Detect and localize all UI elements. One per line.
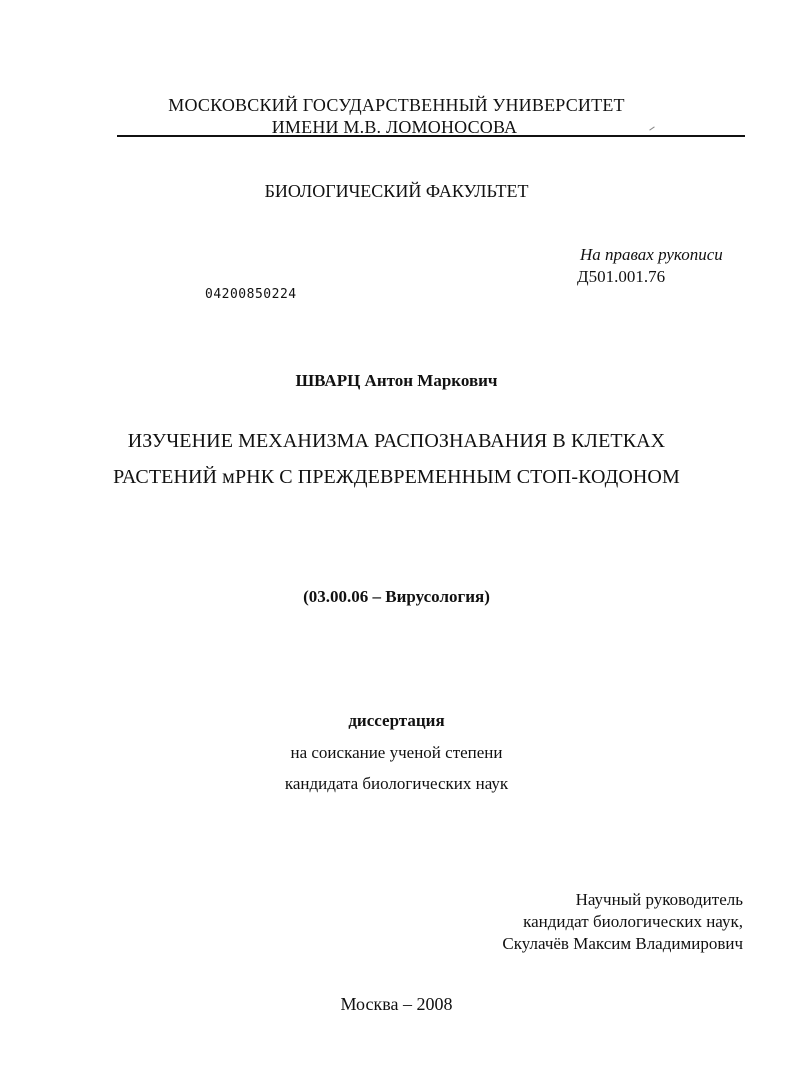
faculty-name: БИОЛОГИЧЕСКИЙ ФАКУЛЬТЕТ [264,181,529,201]
title-line2: РАСТЕНИЙ мРНК С ПРЕЖДЕВРЕМЕННЫМ СТОП-КОДОНОМ [113,466,680,488]
degree-line2: кандидата биологических наук [284,774,509,793]
library-number: 04200850224 [205,287,297,302]
supervisor-block [502,889,743,955]
degree-line1: на соискание ученой степени [290,743,503,762]
university-name-line1: МОСКОВСКИЙ ГОСУДАРСТВЕННЫЙ УНИВЕРСИТЕТ [168,95,625,115]
council-code: Д501.001.76 [577,267,666,286]
header-divider [117,135,745,137]
dissertation-type: диссертация [348,711,445,730]
supervisor-degree: кандидат биологических наук, [523,912,743,931]
rights-note: На правах рукописи [580,245,723,264]
supervisor-name: Скулачёв Максим Владимирович [502,934,743,953]
city-year: Москва – 2008 [340,994,453,1014]
supervisor-role: Научный руководитель [575,890,743,909]
dissertation-title [0,423,793,495]
specialty-code: (03.00.06 – Вирусология) [303,587,490,606]
title-line1: ИЗУЧЕНИЕ МЕХАНИЗМА РАСПОЗНАВАНИЯ В КЛЕТКАХ [127,430,666,452]
manuscript-block [577,244,723,288]
author-name: ШВАРЦ Антон Маркович [295,371,498,390]
university-name-line2: ИМЕНИ М.В. ЛОМОНОСОВА [271,117,518,137]
